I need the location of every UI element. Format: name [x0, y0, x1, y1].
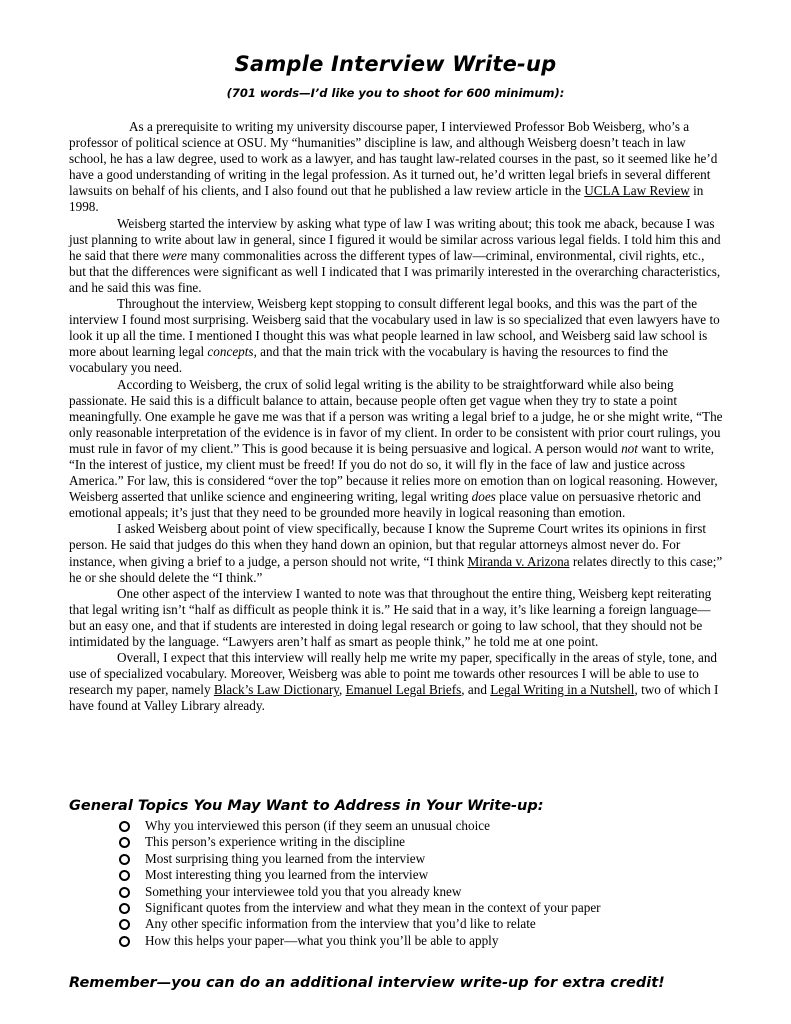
extra-credit-reminder: Remember—you can do an additional interview write-up for extra credit! — [69, 975, 665, 991]
emphasis-text: concepts — [207, 344, 254, 360]
hollow-circle-bullet-icon — [119, 919, 130, 930]
hollow-circle-bullet-icon — [119, 936, 130, 947]
document-title: Sample Interview Write-up — [234, 52, 557, 76]
hollow-circle-bullet-icon — [119, 887, 130, 898]
paragraph-text: Throughout the interview, Weisberg kept stopping to consult different legal books, and this was the part of the interview I found most surprising. Weisberg said that the vocabulary used in law is so specialized that even lawyers have to look it up all the time. I mentioned I thought this was what people learned in law school, and Weisberg said law school is more about learning legal — [69, 296, 720, 360]
topic-item — [119, 851, 739, 867]
hollow-circle-bullet-icon — [119, 821, 130, 832]
underlined-title: Legal Writing in a Nutshell — [490, 682, 635, 698]
paragraph-text: want to write, “In the interest of justice, my client must be freed! If you do not do so, it will fly in the face of law and justice across America.” For law, this is considered “over the top” because it relies more on emotion than on logical reasoning. However, Weisberg asserted that unlike science and engineering writing, legal writing — [69, 440, 718, 505]
topic-item — [119, 900, 739, 916]
topic-text: Significant quotes from the interview and what they mean in the context of your paper — [145, 900, 601, 916]
paragraph-text: Overall, I expect that this interview will really help me write my paper, specifically in the areas of style, tone, and use of specialized vocabulary. Moreover, Weisberg was able to point me towards other resources I will be able to use to research my paper, namely — [69, 650, 718, 698]
paragraph-text: place value on persuasive rhetoric and emotional appeals; it’s just that they need to be grounded more heavily in logical reasoning than emotion. — [69, 489, 701, 521]
topic-text: How this helps your paper—what you think you’ll be able to apply — [145, 932, 499, 948]
paragraph-text: , — [338, 682, 346, 698]
essay-body — [69, 119, 724, 714]
topic-text: This person’s experience writing in the discipline — [145, 834, 406, 850]
paragraph-text: Weisberg started the interview by asking what type of law I was writing about; this took me aback, because I was just planning to write about law in general, since I figured it would be similar across various legal fields. I told him this and he said that there — [69, 215, 721, 263]
topic-text: Most surprising thing you learned from the interview — [145, 850, 426, 866]
topics-heading: General Topics You May Want to Address in Your Write-up: — [69, 798, 544, 814]
topic-text: Why you interviewed this person (if they seem an unusual choice — [145, 818, 490, 833]
topic-text: Something your interviewee told you that you already knew — [145, 883, 462, 899]
paragraph-text: , two of which I have found at Valley Library already. — [69, 682, 719, 714]
topic-item — [119, 834, 739, 850]
topic-item — [119, 916, 739, 932]
topic-item — [119, 884, 739, 900]
underlined-title: Emanuel Legal Briefs — [345, 682, 462, 698]
emphasis-text: not — [621, 440, 638, 456]
word-count-subtitle: (701 words—I’d like you to shoot for 600 minimum): — [226, 86, 565, 100]
hollow-circle-bullet-icon — [119, 870, 130, 881]
topic-item — [119, 867, 739, 883]
hollow-circle-bullet-icon — [119, 854, 130, 865]
topic-item — [119, 933, 739, 949]
essay-paragraph — [69, 119, 724, 216]
hollow-circle-bullet-icon — [119, 837, 130, 848]
essay-paragraph — [69, 650, 724, 714]
underlined-title: UCLA Law Review — [584, 183, 690, 199]
topic-text: Most interesting thing you learned from the interview — [145, 867, 429, 883]
underlined-title: Miranda v. Arizona — [467, 553, 570, 569]
paragraph-text: many commonalities across the different types of law—criminal, environmental, civil rights, etc., but that the differences were significant as well I indicated that I was primarily interested in the overarching characteristics, and he said this was fine. — [69, 247, 721, 295]
essay-paragraph — [69, 521, 724, 585]
essay-paragraph — [69, 216, 724, 296]
essay-paragraph — [69, 296, 724, 376]
essay-paragraph — [69, 586, 724, 650]
paragraph-text: I asked Weisberg about point of view specifically, because I know the Supreme Court writes its opinions in first person. He said that judges do this when they hand down an opinion, but that regular attorneys almost never do. For instance, when giving a brief to a judge, a person should not write, “I think — [69, 521, 707, 569]
topics-list — [119, 818, 739, 949]
paragraph-text: , and — [461, 682, 491, 698]
paragraph-text: relates directly to this case;” he or she should delete the “I think.” — [69, 553, 723, 585]
hollow-circle-bullet-icon — [119, 903, 130, 914]
paragraph-text: , and that the main trick with the vocabulary is having the resources to find the vocabulary you need. — [69, 344, 669, 376]
topic-item — [119, 818, 739, 834]
paragraph-text: According to Weisberg, the crux of solid legal writing is the ability to be straightforward while also being passionate. He said this is a difficult balance to attain, because people often get vague when they try to state a point meaningfully. One example he gave me was that if a person was writing a legal brief to a judge, he or she might write, “The only reasonable interpretation of the evidence is in favor of my client. In order to be consistent with prior court rulings, you must rule in favor of my client.” This is good because it is being persuasive and logical. A person would — [69, 376, 723, 456]
emphasis-text: does — [471, 489, 496, 505]
underlined-title: Black’s Law Dictionary — [213, 682, 339, 698]
emphasis-text: were — [162, 247, 188, 263]
essay-paragraph — [69, 377, 724, 522]
paragraph-text: One other aspect of the interview I wanted to note was that throughout the entire thing, Weisberg kept reiterating that legal writing isn’t “half as difficult as people think it is.” He said that in a way, it’s like learning a foreign language—but an easy one, and that if students are interested in doing legal research or going to law school, that they should not be intimidated by the language. “Lawyers aren’t half as smart as people think,” he told me at one point. — [69, 585, 712, 649]
paragraph-text: As a prerequisite to writing my university discourse paper, I interviewed Professor Bob Weisberg, who’s a professor of political science at OSU. My “humanities” discipline is law, and although Weisberg doesn’t teach in law school, he has a law degree, used to work as a lawyer, and has taught law-related courses in the past, so it seemed like he’d have a good understanding of writing in the legal profession. As it turned out, he’d written legal briefs in several different lawsuits on behalf of his clients, and I also found out that he published a law review article in the — [69, 119, 718, 199]
topic-text: Any other specific information from the interview that you’d like to relate — [145, 916, 536, 932]
paragraph-text: in 1998. — [69, 183, 704, 215]
